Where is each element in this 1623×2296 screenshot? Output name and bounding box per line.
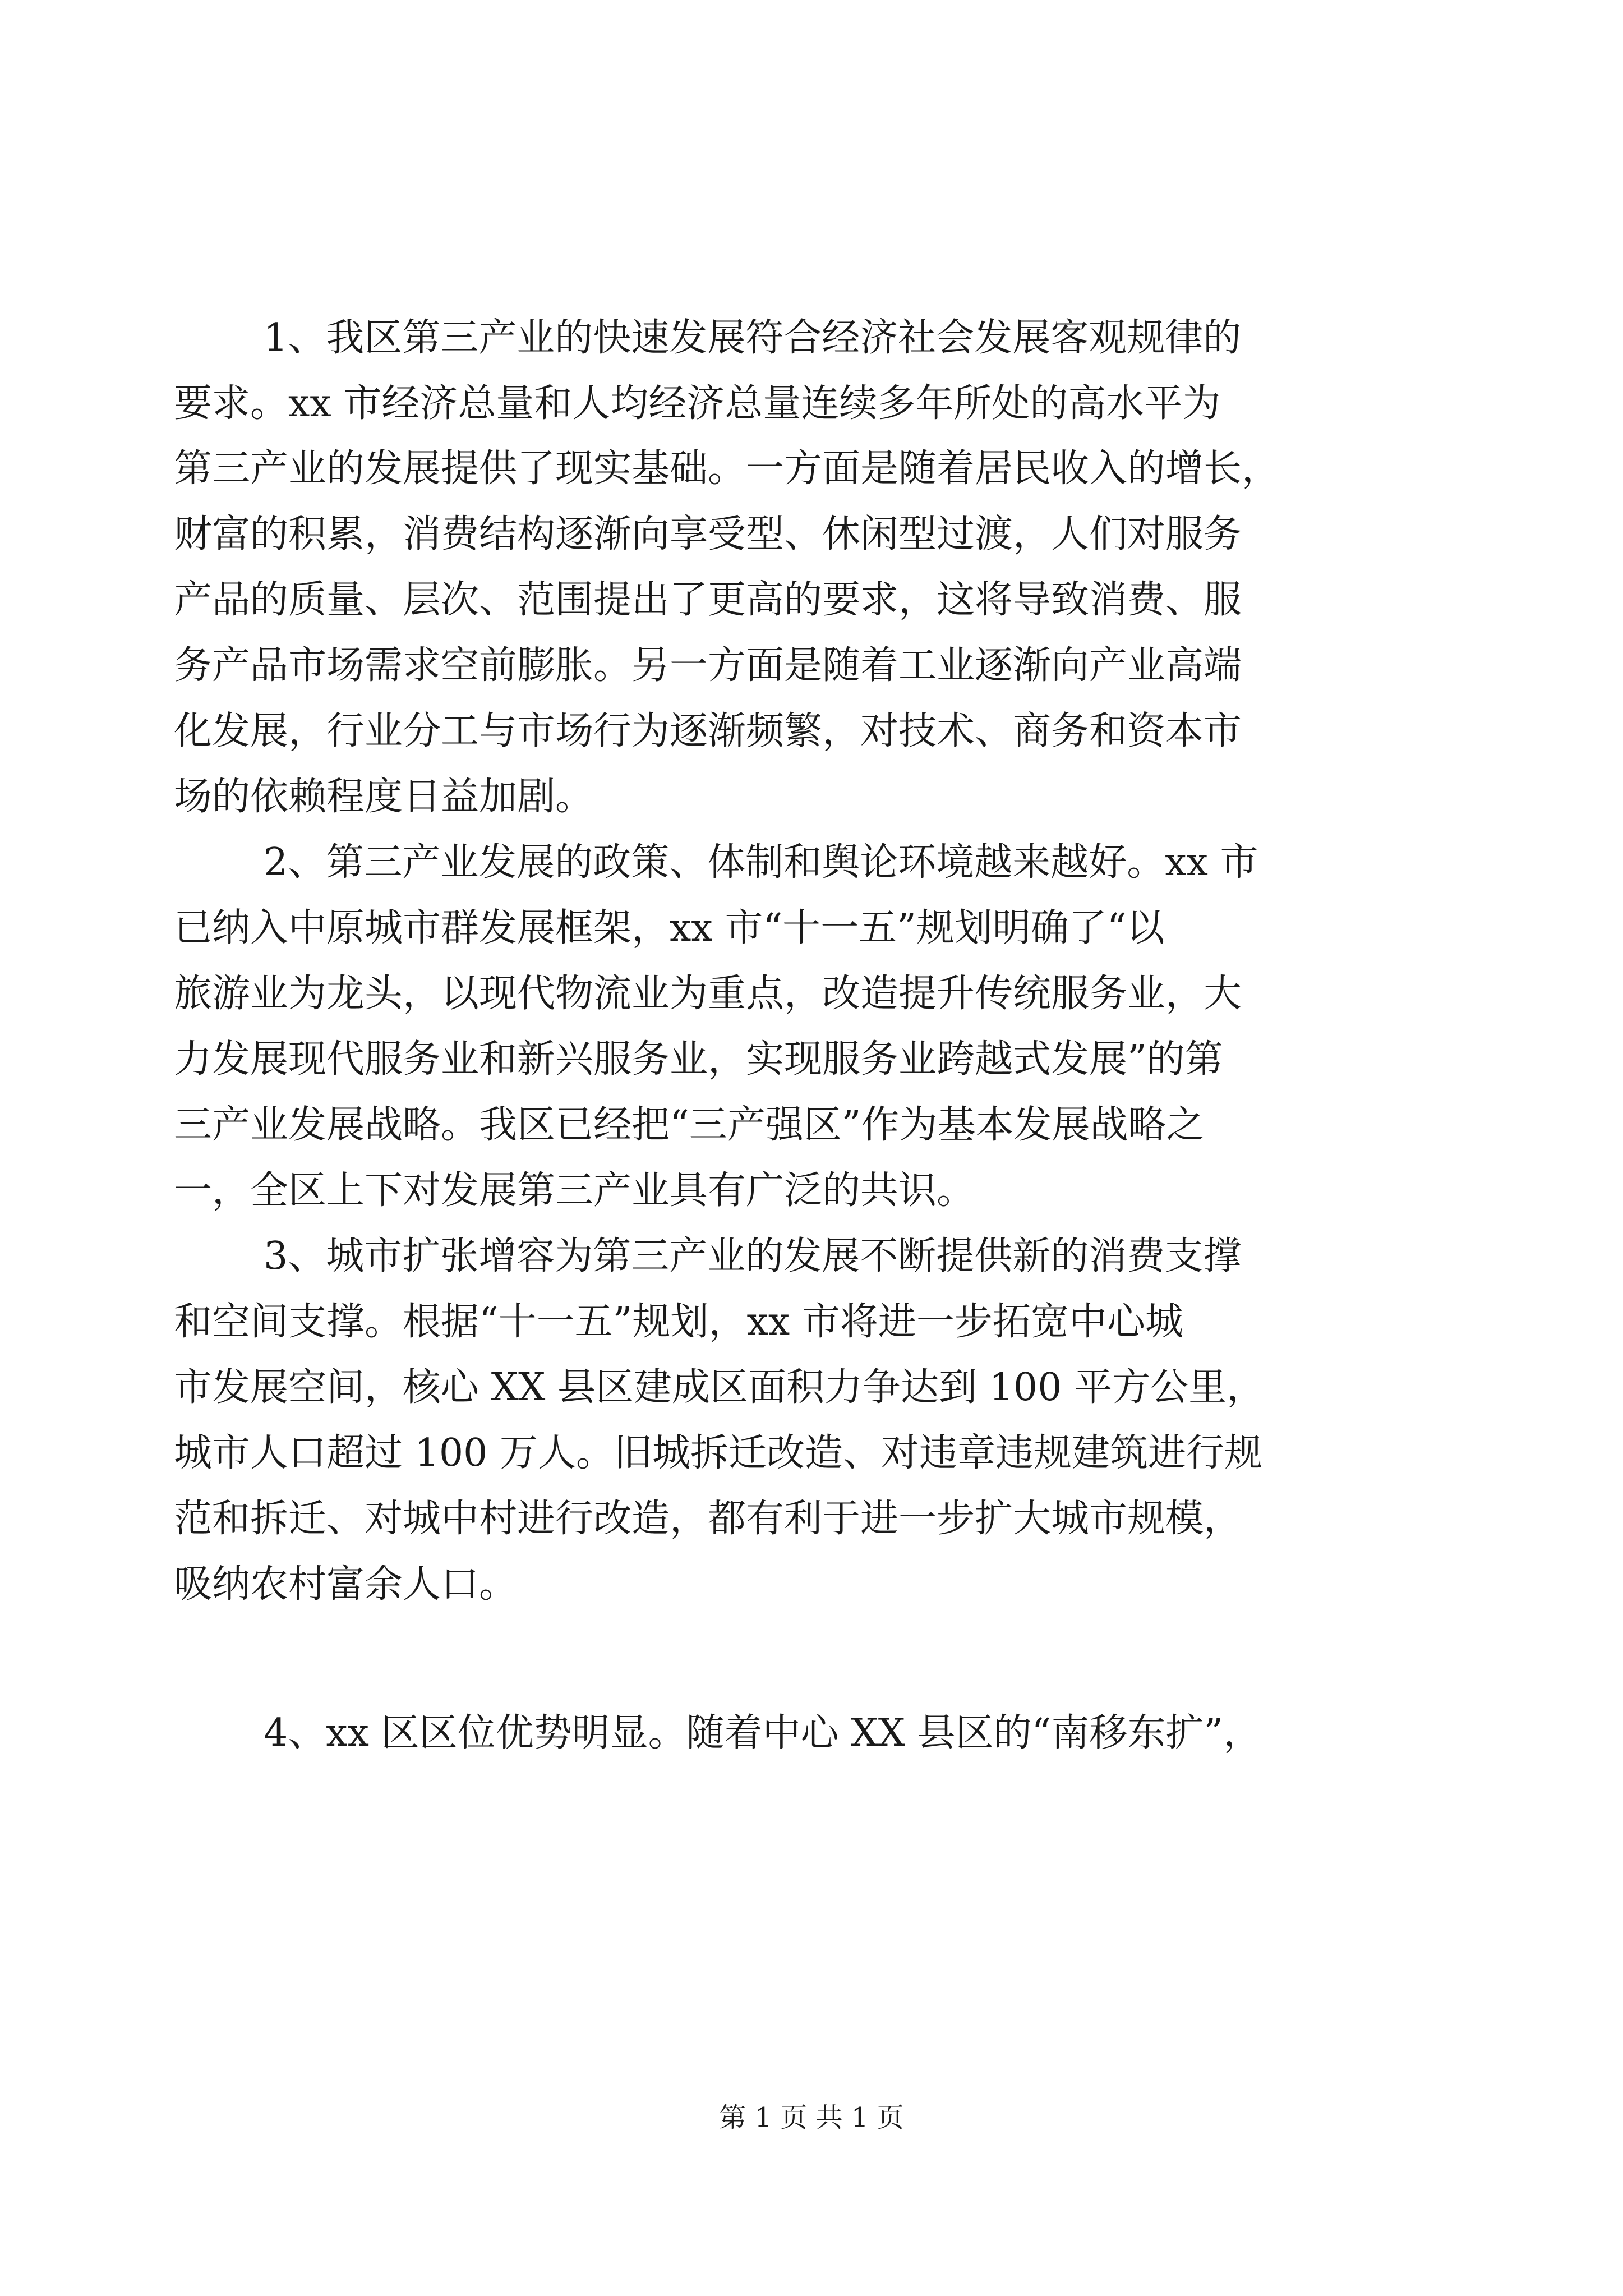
paragraph-1-line-6: 务产品市场需求空前膨胀。另一方面是随着工业逐渐向产业高端 [174, 643, 1242, 688]
paragraph-1-line-8: 场的依赖程度日益加剧。 [174, 775, 594, 819]
paragraph-3-line-2: 和空间支撑。根据“十一五”规划，xx 市将进一步拓宽中心城 [174, 1300, 1183, 1344]
paragraph-3-line-3: 市发展空间，核心 XX 县区建成区面积力争达到 100 平方公里， [174, 1365, 1265, 1410]
paragraph-1-line-1: 1、我区第三产业的快速发展符合经济社会发展客观规律的 [264, 316, 1242, 360]
paragraph-1-line-5: 产品的质量、层次、范围提出了更高的要求，这将导致消费、服 [174, 578, 1242, 622]
paragraph-1-line-7: 化发展，行业分工与市场行为逐渐频繁，对技术、商务和资本市 [174, 709, 1242, 753]
paragraph-3-line-5: 范和拆迁、对城中村进行改造，都有利于进一步扩大城市规模， [174, 1497, 1242, 1541]
paragraph-2-line-5: 三产业发展战略。我区已经把“三产强区”作为基本发展战略之 [174, 1103, 1205, 1147]
paragraph-1-line-4: 财富的积累，消费结构逐渐向享受型、休闲型过渡，人们对服务 [174, 512, 1242, 556]
paragraph-2-line-4: 力发展现代服务业和新兴服务业，实现服务业跨越式发展”的第 [174, 1037, 1223, 1082]
paragraph-1-line-3: 第三产业的发展提供了现实基础。一方面是随着居民收入的增长， [174, 447, 1280, 491]
page-number-footer: 第 1 页 共 1 页 [719, 2102, 904, 2133]
paragraph-2-line-6: 一，全区上下对发展第三产业具有广泛的共识。 [174, 1168, 975, 1213]
paragraph-2-line-3: 旅游业为龙头，以现代物流业为重点，改造提升传统服务业，大 [174, 972, 1242, 1016]
paragraph-3-line-4: 城市人口超过 100 万人。旧城拆迁改造、对违章违规建筑进行规 [174, 1431, 1263, 1475]
paragraph-3-line-6: 吸纳农村富余人口。 [174, 1562, 518, 1607]
paragraph-1-line-2: 要求。xx 市经济总量和人均经济总量连续多年所处的高水平为 [174, 381, 1221, 426]
paragraph-3-line-1: 3、城市扩张增容为第三产业的发展不断提供新的消费支撑 [264, 1234, 1242, 1278]
paragraph-2-line-1: 2、第三产业发展的政策、体制和舆论环境越来越好。xx 市 [264, 840, 1258, 885]
paragraph-4-line-1: 4、xx 区区位优势明显。随着中心 XX 县区的“南移东扩”， [264, 1711, 1262, 1755]
paragraph-2-line-2: 已纳入中原城市群发展框架，xx 市“十一五”规划明确了“以 [174, 906, 1165, 950]
